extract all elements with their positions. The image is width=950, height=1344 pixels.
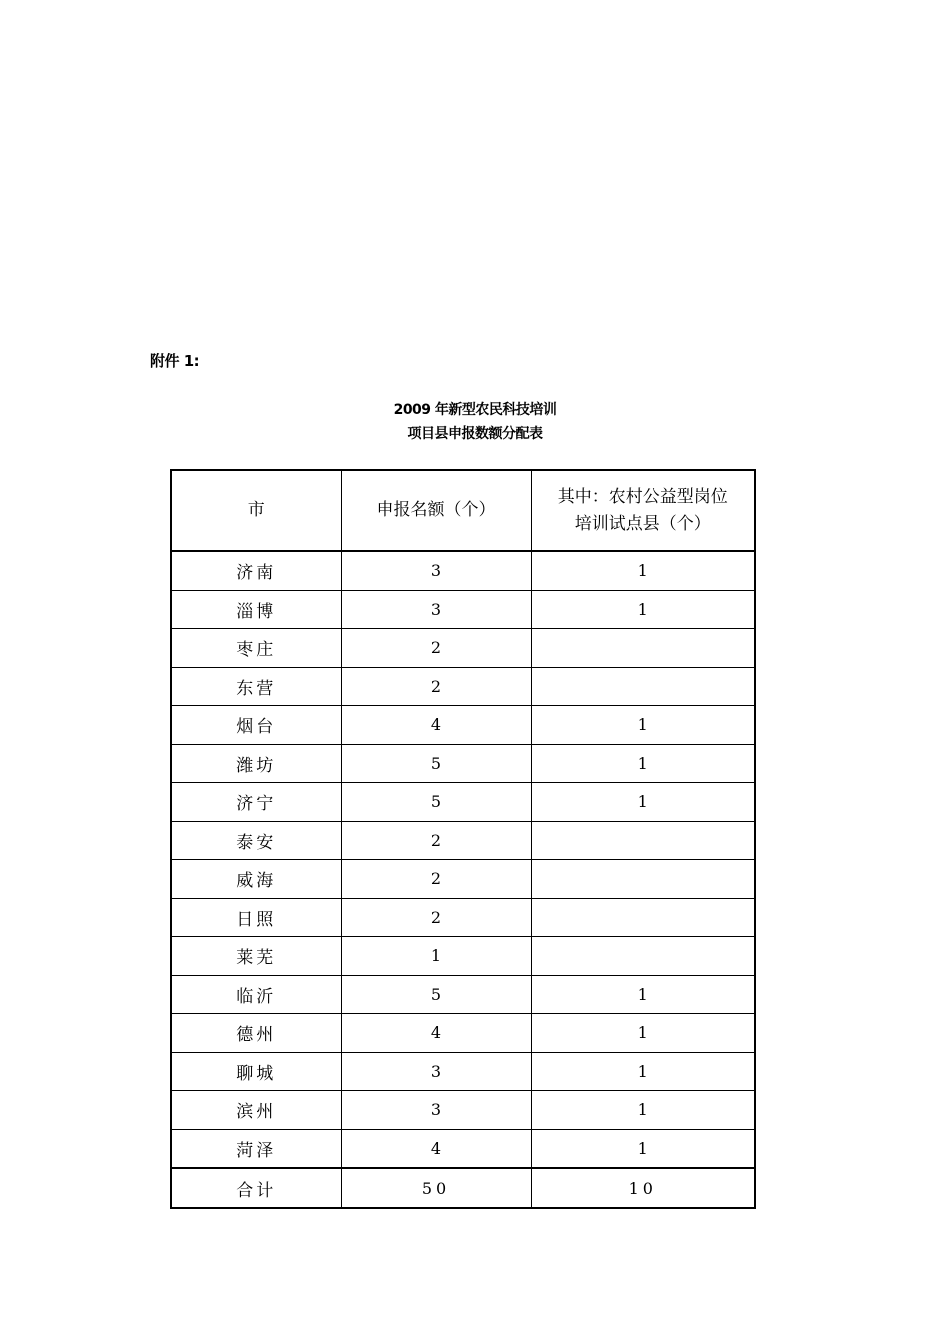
table-row	[171, 629, 755, 668]
table-row	[171, 667, 755, 706]
cell-city: 滨州	[171, 1091, 341, 1130]
cell-quota: 2	[341, 821, 531, 860]
cell-city: 日照	[171, 898, 341, 937]
cell-city: 德州	[171, 1014, 341, 1053]
cell-pilot: 1	[531, 706, 755, 745]
table-header-row	[171, 470, 755, 551]
table-row	[171, 551, 755, 590]
header-pilot	[531, 470, 755, 551]
title-line-2: 项目县申报数额分配表	[407, 426, 543, 442]
table-row	[171, 706, 755, 745]
header-pilot-line-1: 其中：农村公益型岗位	[557, 486, 728, 507]
cell-pilot: 1	[531, 1129, 755, 1168]
table-row	[171, 783, 755, 822]
total-pilot: 10	[531, 1168, 755, 1208]
cell-pilot: 1	[531, 783, 755, 822]
cell-quota: 2	[341, 667, 531, 706]
cell-pilot: 1	[531, 590, 755, 629]
cell-city: 东营	[171, 667, 341, 706]
cell-quota: 4	[341, 706, 531, 745]
table-row	[171, 898, 755, 937]
cell-pilot: 1	[531, 551, 755, 590]
cell-pilot	[531, 821, 755, 860]
total-label: 合计	[171, 1168, 341, 1208]
cell-quota: 3	[341, 1052, 531, 1091]
allocation-table	[170, 469, 756, 1209]
table-row	[171, 1091, 755, 1130]
cell-city: 枣庄	[171, 629, 341, 668]
cell-pilot	[531, 667, 755, 706]
cell-city: 济南	[171, 551, 341, 590]
header-city: 市	[171, 470, 341, 551]
cell-quota: 5	[341, 744, 531, 783]
cell-pilot: 1	[531, 1014, 755, 1053]
cell-quota: 1	[341, 937, 531, 976]
table-row	[171, 1129, 755, 1168]
table-row	[171, 937, 755, 976]
cell-pilot: 1	[531, 975, 755, 1014]
cell-quota: 2	[341, 860, 531, 899]
cell-quota: 5	[341, 783, 531, 822]
cell-city: 菏泽	[171, 1129, 341, 1168]
cell-city: 济宁	[171, 783, 341, 822]
table-row	[171, 1014, 755, 1053]
total-quota: 50	[341, 1168, 531, 1208]
cell-city: 烟台	[171, 706, 341, 745]
table-row	[171, 821, 755, 860]
cell-city: 莱芜	[171, 937, 341, 976]
cell-pilot: 1	[531, 1091, 755, 1130]
cell-quota: 2	[341, 898, 531, 937]
cell-city: 聊城	[171, 1052, 341, 1091]
cell-city: 淄博	[171, 590, 341, 629]
attachment-label: 附件 1:	[150, 352, 200, 370]
total-row	[171, 1168, 755, 1208]
cell-quota: 3	[341, 590, 531, 629]
table-row	[171, 975, 755, 1014]
header-quota: 申报名额（个）	[341, 470, 531, 551]
table-row	[171, 1052, 755, 1091]
title-line-1: 2009 年新型农民科技培训	[393, 402, 557, 418]
table-row	[171, 860, 755, 899]
table-row	[171, 590, 755, 629]
cell-quota: 4	[341, 1129, 531, 1168]
cell-quota: 3	[341, 1091, 531, 1130]
cell-pilot	[531, 860, 755, 899]
cell-quota: 5	[341, 975, 531, 1014]
document-title	[0, 398, 950, 446]
cell-city: 威海	[171, 860, 341, 899]
cell-pilot	[531, 629, 755, 668]
cell-pilot: 1	[531, 744, 755, 783]
table-row	[171, 744, 755, 783]
cell-pilot	[531, 937, 755, 976]
table-body	[171, 551, 755, 1168]
cell-city: 泰安	[171, 821, 341, 860]
cell-pilot: 1	[531, 1052, 755, 1091]
cell-quota: 3	[341, 551, 531, 590]
cell-quota: 2	[341, 629, 531, 668]
cell-city: 潍坊	[171, 744, 341, 783]
cell-quota: 4	[341, 1014, 531, 1053]
header-pilot-line-2: 培训试点县（个）	[574, 513, 711, 534]
cell-pilot	[531, 898, 755, 937]
cell-city: 临沂	[171, 975, 341, 1014]
